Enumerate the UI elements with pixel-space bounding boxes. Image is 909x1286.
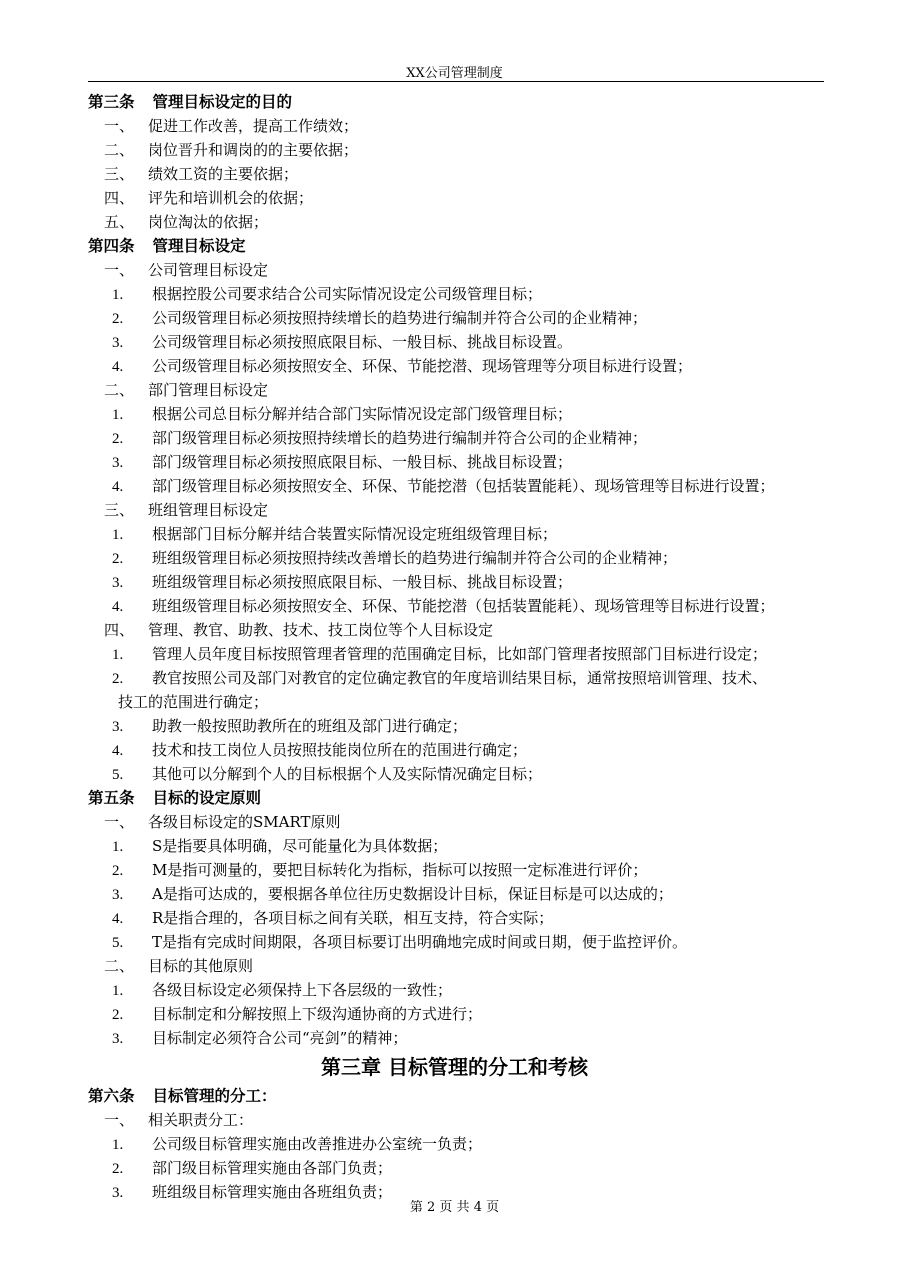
item-text: 各级目标设定必须保持上下各层级的一致性； [152, 981, 453, 999]
list-marker: 二、 [104, 381, 135, 399]
item-text: 管理人员年度目标按照管理者管理的范围确定目标，比如部门管理者按照部门目标进行设定； [152, 645, 768, 663]
numbered-item [0, 858, 909, 882]
subsection-heading [0, 618, 909, 642]
list-marker: 二、 [104, 957, 135, 975]
item-text: 部门级管理目标必须按照安全、环保、节能挖潜（包括装置能耗）、现场管理等目标进行设置； [152, 477, 775, 495]
list-text: 促进工作改善，提高工作绩效； [148, 117, 359, 135]
item-number: 1. [112, 839, 124, 855]
item-text: 班组级管理目标必须按照底限目标、一般目标、挑战目标设置； [152, 573, 573, 591]
item-text: 目标制定和分解按照上下级沟通协商的方式进行； [152, 1005, 483, 1023]
subsection-title: 公司管理目标设定 [148, 261, 269, 279]
article-4-heading [0, 234, 909, 258]
item-number: 4. [112, 359, 124, 375]
chapter-title: 第三章 目标管理的分工和考核 [321, 1055, 588, 1079]
list-text: 岗位晋升和调岗的的主要依据； [148, 141, 359, 159]
numbered-item [0, 834, 909, 858]
item-number: 3. [112, 719, 124, 735]
item-number: 2. [112, 431, 124, 447]
article-title: 目标管理的分工： [152, 1086, 277, 1105]
page-header: XX公司管理制度 [406, 66, 503, 81]
item-number: 4. [112, 479, 124, 495]
numbered-item [0, 522, 909, 546]
article-title: 管理目标设定的目的 [152, 92, 293, 111]
item-text: 其他可以分解到个人的目标根据个人及实际情况确定目标； [152, 765, 543, 783]
item-text: 教官按照公司及部门对教官的定位确定教官的年度培训结果目标，通常按照培训管理、技术、 [152, 669, 768, 687]
item-number: 3. [112, 1031, 124, 1047]
item-number: 3. [112, 335, 124, 351]
item-number: 4. [112, 743, 124, 759]
item-text: S是指要具体明确，尽可能量化为具体数据； [152, 837, 448, 855]
item-number: 2. [112, 551, 124, 567]
item-number: 1. [112, 647, 124, 663]
numbered-item [0, 354, 909, 378]
numbered-item [0, 402, 909, 426]
numbered-item [0, 1026, 909, 1050]
list-item [0, 114, 909, 138]
numbered-item [0, 306, 909, 330]
list-text: 绩效工资的主要依据； [148, 165, 299, 183]
article-number: 第五条 [88, 788, 135, 807]
numbered-item [0, 474, 909, 498]
item-number: 1. [112, 1137, 124, 1153]
item-number: 3. [112, 575, 124, 591]
numbered-item [0, 930, 909, 954]
item-text: A是指可达成的，要根据各单位往历史数据设计目标，保证目标是可以达成的； [152, 885, 673, 903]
article-number: 第四条 [88, 236, 135, 255]
subsection-title: 各级目标设定的SMART原则 [148, 813, 341, 831]
article-6-heading [0, 1084, 909, 1108]
list-marker: 四、 [104, 189, 135, 207]
list-marker: 一、 [104, 813, 135, 831]
numbered-item [0, 714, 909, 738]
subsection-title: 管理、教官、助教、技术、技工岗位等个人目标设定 [148, 621, 494, 639]
list-marker: 三、 [104, 501, 135, 519]
item-text: 班组级管理目标必须按照持续改善增长的趋势进行编制并符合公司的企业精神； [152, 549, 678, 567]
document-body [0, 90, 909, 1204]
item-text: T是指有完成时间期限，各项目标要订出明确地完成时间或日期，便于监控评价。 [152, 933, 688, 951]
item-text: 班组级目标管理实施由各班组负责； [152, 1183, 393, 1201]
numbered-item [0, 426, 909, 450]
numbered-item [0, 282, 909, 306]
numbered-item [0, 570, 909, 594]
article-title: 目标的设定原则 [152, 788, 262, 807]
numbered-item [0, 1132, 909, 1156]
item-number: 3. [112, 455, 124, 471]
list-marker: 五、 [104, 213, 135, 231]
numbered-item [0, 906, 909, 930]
subsection-title: 相关职责分工： [148, 1111, 254, 1129]
list-item [0, 138, 909, 162]
item-number: 5. [112, 767, 124, 783]
numbered-item [0, 882, 909, 906]
header-rule [88, 81, 824, 82]
item-text: 部门级管理目标必须按照底限目标、一般目标、挑战目标设置； [152, 453, 573, 471]
article-5-heading [0, 786, 909, 810]
article-number: 第三条 [88, 92, 135, 111]
item-number: 5. [112, 935, 124, 951]
subsection-title: 班组管理目标设定 [148, 501, 269, 519]
item-text: R是指合理的，各项目标之间有关联，相互支持，符合实际； [152, 909, 554, 927]
item-text: 助教一般按照助教所在的班组及部门进行确定； [152, 717, 468, 735]
item-number: 4. [112, 911, 124, 927]
page-footer: 第 2 页 共 4 页 [409, 1200, 500, 1215]
item-number: 4. [112, 599, 124, 615]
item-text: 技术和技工岗位人员按照技能岗位所在的范围进行确定； [152, 741, 528, 759]
numbered-item [0, 1156, 909, 1180]
subsection-title: 目标的其他原则 [148, 957, 254, 975]
list-text: 岗位淘汰的依据； [148, 213, 269, 231]
numbered-item [0, 330, 909, 354]
item-number: 1. [112, 287, 124, 303]
subsection-heading [0, 258, 909, 282]
item-number: 1. [112, 983, 124, 999]
item-text: 根据控股公司要求结合公司实际情况设定公司级管理目标； [152, 285, 543, 303]
item-text: 班组级管理目标必须按照安全、环保、节能挖潜（包括装置能耗）、现场管理等目标进行设置； [152, 597, 775, 615]
item-number: 2. [112, 1007, 124, 1023]
numbered-item [0, 1002, 909, 1026]
list-text: 评先和培训机会的依据； [148, 189, 314, 207]
subsection-heading [0, 378, 909, 402]
list-item [0, 210, 909, 234]
list-marker: 四、 [104, 621, 135, 639]
subsection-heading [0, 954, 909, 978]
list-marker: 一、 [104, 117, 135, 135]
item-text: 根据公司总目标分解并结合部门实际情况设定部门级管理目标； [152, 405, 573, 423]
article-number: 第六条 [88, 1086, 135, 1105]
subsection-title: 部门管理目标设定 [148, 381, 269, 399]
list-marker: 一、 [104, 261, 135, 279]
item-continuation: 技工的范围进行确定； [118, 693, 269, 711]
list-marker: 三、 [104, 165, 135, 183]
item-number: 1. [112, 407, 124, 423]
list-item [0, 162, 909, 186]
article-3-heading [0, 90, 909, 114]
item-number: 2. [112, 311, 124, 327]
numbered-item [0, 738, 909, 762]
item-text: 部门级目标管理实施由各部门负责； [152, 1159, 393, 1177]
item-text: 根据部门目标分解并结合装置实际情况设定班组级管理目标； [152, 525, 558, 543]
item-number: 2. [112, 1161, 124, 1177]
article-title: 管理目标设定 [152, 236, 246, 255]
item-number: 1. [112, 527, 124, 543]
numbered-item [0, 978, 909, 1002]
item-text: M是指可测量的，要把目标转化为指标，指标可以按照一定标准进行评价； [152, 861, 648, 879]
item-number: 2. [112, 671, 124, 687]
numbered-item [0, 450, 909, 474]
item-number: 3. [112, 1185, 124, 1201]
list-item [0, 186, 909, 210]
numbered-item [0, 642, 909, 666]
subsection-heading [0, 810, 909, 834]
list-marker: 二、 [104, 141, 135, 159]
subsection-heading [0, 1108, 909, 1132]
numbered-item [0, 546, 909, 570]
item-text: 目标制定必须符合公司“亮剑”的精神； [152, 1029, 408, 1047]
item-number: 3. [112, 887, 124, 903]
item-text: 公司级管理目标必须按照安全、环保、节能挖潜、现场管理等分项目标进行设置； [152, 357, 693, 375]
subsection-heading [0, 498, 909, 522]
item-text: 部门级管理目标必须按照持续增长的趋势进行编制并符合公司的企业精神； [152, 429, 648, 447]
numbered-item [0, 666, 909, 690]
numbered-item [0, 594, 909, 618]
item-text: 公司级管理目标必须按照底限目标、一般目标、挑战目标设置。 [152, 333, 573, 351]
item-number: 2. [112, 863, 124, 879]
numbered-item [0, 762, 909, 786]
list-marker: 一、 [104, 1111, 135, 1129]
item-text: 公司级管理目标必须按照持续增长的趋势进行编制并符合公司的企业精神； [152, 309, 648, 327]
item-text: 公司级目标管理实施由改善推进办公室统一负责； [152, 1135, 483, 1153]
